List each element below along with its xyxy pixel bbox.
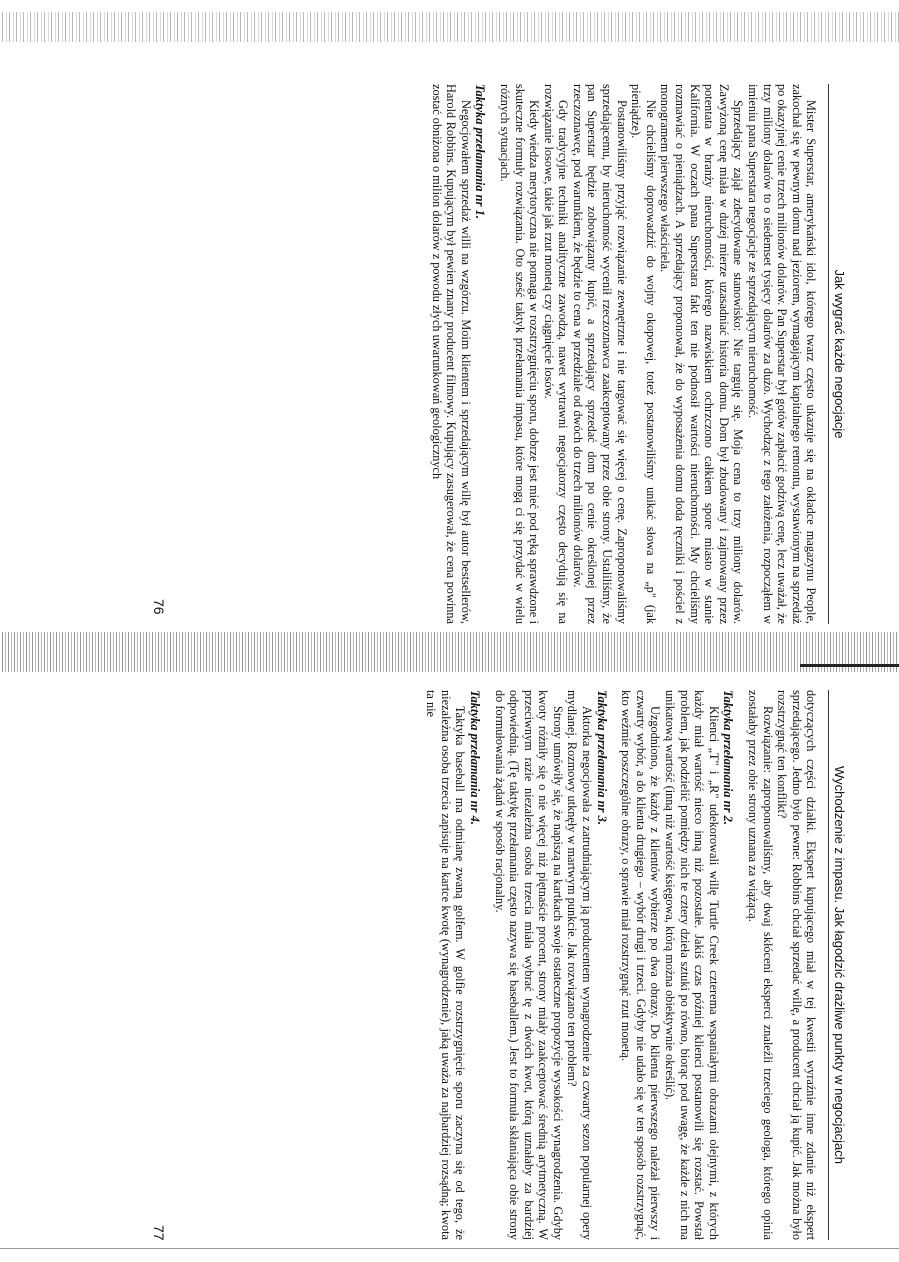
paragraph: Gdy tradycyjne techniki analityczne zawodzą, nawet wytrawni negocjatorzy często decydują się na rozwiązanie losowe, takie jak rzut monetą czy ciągnięcie losów. — [541, 84, 571, 624]
page-number: 76 — [151, 599, 167, 615]
paragraph: Mister Superstar, amerykański idol, którego twarz często ukazuje się na okładce magazynu People, zakochał się w pewnym domu nad jeziorem, wymagającym kapitalnego remontu, wystawionym na sprzedaż po okazyjnej cenie trzech milionów dolarów. Pan Superstar był gotów zapłacić godziwą cenę, lecz uważał, że trzy miliony dolarów to o siedemset tysięcy dolarów za dużo. Wychodząc z tego założenia, rozpocząłem w imieniu pana Superstara negocjacje ze sprzedającym nieruchomość. — [746, 84, 819, 624]
bottom-scan-rule — [0, 1248, 899, 1249]
scan-edge-top — [0, 12, 899, 42]
left-page — [151, 84, 847, 624]
paragraph: Taktyka baseball ma odmianę zwaną golfem. W golfie rozstrzygnięcie sporu zaczyna się od tego, że niezależna osoba trzecia zapisuje na kartce kwotę (wynagrodzenie), jaką uważa za najbardziej rozsądną; kwota ta nie — [424, 690, 468, 1240]
paragraph: Klienci „T" i „R" udekorowali willę Turtle Creek czterema wspaniałymi obrazami olejnymi, z których każdy miał wartość nieco inną niż pozostałe. Jakiś czas później klienci postanowili się rozstać. Powstał problem, jak podzielić pomiędzy nich te cztery dzieła sztuki po równo, biorąc pod uwagę, że każde z nich ma unikatową wartość (inną niż wartość księgowa, którą można obiektywnie określić). — [663, 690, 721, 1240]
paragraph: Sprzedający zajął zdecydowane stanowisko: Nie targuję się. Moja cena to trzy miliony dolarów. Zawyżoną cenę miała w dużej mierze uzasadniać historia domu. Dom był zbudowany i zajmowany przez potentata w branży nieruchomości, którego nazwiskiem ochrzczono całkiem spore miasto w stanie Kalifornia. W oczach pana Superstara fakt ten nie podnosił wartości nieruchomości. My chcieliśmy rozmawiać o pieniądzach. A sprzedający proponował, że do wyposażenia domu doda ręczniki i pościel z monogramem pierwszego właściciela. — [658, 84, 746, 624]
section-heading: Taktyka przełamania nr 1. — [473, 84, 488, 219]
paragraph: Negocjowałem sprzedaż willi na wzgórzu. Moim klientem i sprzedającym willę był autor bestsellerów, Harold Robbins. Kupującym był pewien znany producent filmowy. Kupujący zasugerował, że cena powinna zostać obniżona o milion dolarów z powodu złych uwarunkowań geologicznych — [429, 84, 473, 624]
left-running-head: Jak wygrać każde negocjacje — [828, 84, 846, 624]
right-running-head: Wychodzenie z impasu. Jak łagodzić drażliwe punkty w negocjacjach — [828, 690, 846, 1240]
section-heading: Taktyka przełamania nr 3. — [594, 690, 609, 825]
spine-dark-line — [800, 664, 899, 667]
paragraph: Postanowiliśmy przyjąć rozwiązanie zewnętrzne i nie targować się więcej o cenę. Zaproponowaliśmy sprzedającemu, by nieruchomość wycenił rzeczoznawca zaakceptowany przez obie strony. Ustaliliśmy, że pan Superstar będzie zobowiązany kupić, a sprzedający sprzedać dom po cenie określonej przez rzeczoznawcę, pod warunkiem, że będzie to cena w przedziale od dwóch do trzech milionów dolarów. — [570, 84, 629, 624]
right-page-text — [424, 690, 819, 1240]
section-heading: Taktyka przełamania nr 4. — [467, 690, 482, 825]
paragraph: Aktorka negocjowała z zatrudniającym ją producentem wynagrodzenie za czwarty sezon popularnej opery mydlanej. Rozmowy utknęły w martwym punkcie. Jak rozwiązano ten problem? — [565, 690, 595, 1240]
section-heading: Taktyka przełamania nr 2. — [721, 690, 736, 825]
paragraph: Nie chcieliśmy doprowadzić do wojny okopowej, toteż postanowiliśmy unikać słowa na „p" (jak pieniądze). — [629, 84, 658, 624]
paragraph: Kiedy wiedza merytoryczna nie pomaga w rozstrzygnięciu sporu, dobrze jest mieć pod ręką sprawdzone i skuteczne formuły rozwiązania. Oto sześć taktyk przełamania impasu, które mogą ci się przydać w wielu różnych sytuacjach. — [497, 84, 542, 624]
paragraph: Strony umówiły się, że napiszą na kartkach swoje ostateczne propozycje wysokości wynagrodzenia. Gdyby kwoty różniły się o nie więcej niż piętnaście procent, strony miały zaakceptować średnią arytmetyczną. W przeciwnym razie niezależna osoba trzecia miała wybrać tę z dwóch kwot, którą uznałaby za bardziej odpowiednią. (Tę taktykę przełamania często nazywa się baseballem.) Jest to formuła skłaniająca obie strony do formułowania żądań w sposób racjonalny. — [492, 690, 565, 1240]
left-page-text — [429, 84, 818, 624]
paragraph: dotyczących części działki. Ekspert kupującego miał w tej kwestii wyraźnie inne zdanie niż ekspert sprzedającego. Jedno było pewne: Robbins chciał sprzedać willę, a producent chciał ją kupić. Jak można było rozstrzygnąć ten konflikt? — [775, 690, 819, 1240]
paragraph: Uzgodniono, że każdy z klientów wybierze po dwa obrazy. Do klienta pierwszego należał pierwszy i czwarty wybór, a do klienta drugiego – wybór drugi i trzeci. Gdyby nie udało się w ten sposób rozstrzygnąć, kto weźmie poszczególne obrazy, o sprawie miał rozstrzygnąć rzut monetą. — [619, 690, 663, 1240]
book-spine-shadow — [0, 632, 899, 672]
right-page — [151, 690, 847, 1241]
paragraph: Rozwiązanie: zaproponowaliśmy, aby dwaj skłóceni eksperci znaleźli trzeciego geologa, którego opinia zostałaby przez obie strony uznana za wiążącą. — [746, 690, 775, 1240]
page-number: 77 — [151, 1225, 167, 1241]
